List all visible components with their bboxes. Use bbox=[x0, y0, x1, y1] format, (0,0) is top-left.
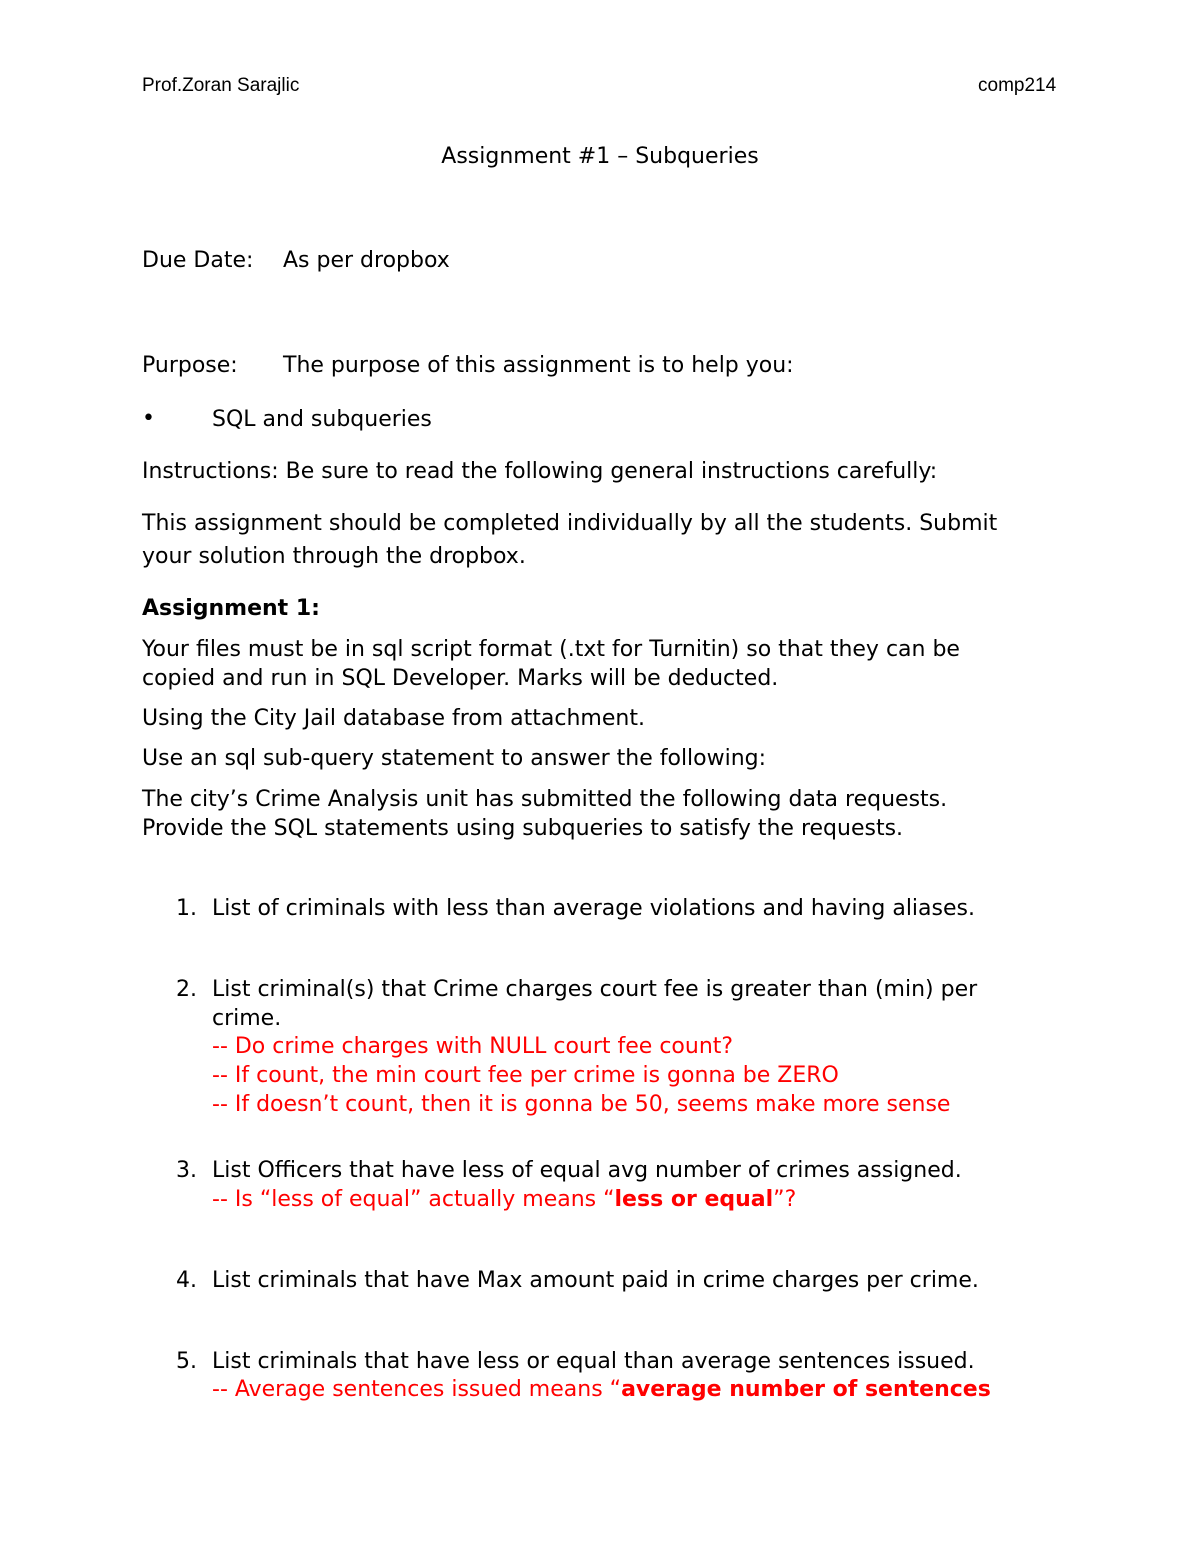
question-2-comment-3: -- If doesn’t count, then it is gonna be 50, seems make more sense bbox=[212, 1092, 951, 1117]
question-4-number: 4. bbox=[176, 1268, 197, 1293]
purpose-label: Purpose: bbox=[142, 353, 238, 378]
question-1-number: 1. bbox=[176, 896, 197, 921]
bullet-item: SQL and subqueries bbox=[212, 407, 432, 432]
question-2-comment-2: -- If count, the min court fee per crime is gonna be ZERO bbox=[212, 1063, 839, 1088]
question-2-comment-1: -- Do crime charges with NULL court fee count? bbox=[212, 1034, 734, 1059]
header-author: Prof.Zoran Sarajlic bbox=[142, 75, 300, 96]
use-subquery-text: Use an sql sub-query statement to answer the following: bbox=[142, 746, 767, 771]
question-3-comment-bold: less or equal bbox=[614, 1187, 774, 1212]
question-5-comment-pre: -- Average sentences issued means “ bbox=[212, 1377, 622, 1402]
question-5-comment-bold: average number of sentences bbox=[621, 1377, 991, 1402]
files-line-1: Your files must be in sql script format (.txt for Turnitin) so that they can be bbox=[142, 637, 960, 662]
question-5-number: 5. bbox=[176, 1349, 197, 1374]
question-2-line-1: List criminal(s) that Crime charges court fee is greater than (min) per bbox=[212, 977, 978, 1002]
files-line-2: copied and run in SQL Developer. Marks will be deducted. bbox=[142, 666, 779, 691]
question-2-number: 2. bbox=[176, 977, 197, 1002]
question-5-comment bbox=[212, 1376, 991, 1404]
question-4-text: List criminals that have Max amount paid in crime charges per crime. bbox=[212, 1268, 979, 1293]
using-database-text: Using the City Jail database from attachment. bbox=[142, 706, 645, 731]
instructions-text: Instructions: Be sure to read the following general instructions carefully: bbox=[142, 459, 938, 484]
question-3-comment-post: ”? bbox=[773, 1187, 797, 1212]
crime-unit-line-1: The city’s Crime Analysis unit has submitted the following data requests. bbox=[142, 787, 948, 812]
assignment-heading: Assignment 1: bbox=[142, 596, 320, 621]
question-3-comment bbox=[212, 1186, 796, 1214]
due-date-value: As per dropbox bbox=[283, 248, 450, 273]
question-3-number: 3. bbox=[176, 1158, 197, 1183]
header-course: comp214 bbox=[978, 75, 1057, 96]
question-1-text: List of criminals with less than average violations and having aliases. bbox=[212, 896, 975, 921]
document-title: Assignment #1 – Subqueries bbox=[441, 144, 759, 169]
due-date-label: Due Date: bbox=[142, 248, 254, 273]
individual-line-1: This assignment should be completed individually by all the students. Submit bbox=[142, 511, 998, 536]
purpose-text: The purpose of this assignment is to help you: bbox=[283, 353, 794, 378]
question-3-text: List Officers that have less of equal avg number of crimes assigned. bbox=[212, 1158, 962, 1183]
question-3-comment-pre: -- Is “less of equal” actually means “ bbox=[212, 1187, 615, 1212]
question-2-line-2: crime. bbox=[212, 1006, 282, 1031]
crime-unit-line-2: Provide the SQL statements using subqueries to satisfy the requests. bbox=[142, 816, 904, 841]
individual-line-2: your solution through the dropbox. bbox=[142, 544, 526, 569]
question-5-text: List criminals that have less or equal than average sentences issued. bbox=[212, 1349, 975, 1374]
bullet-marker: • bbox=[142, 406, 155, 431]
